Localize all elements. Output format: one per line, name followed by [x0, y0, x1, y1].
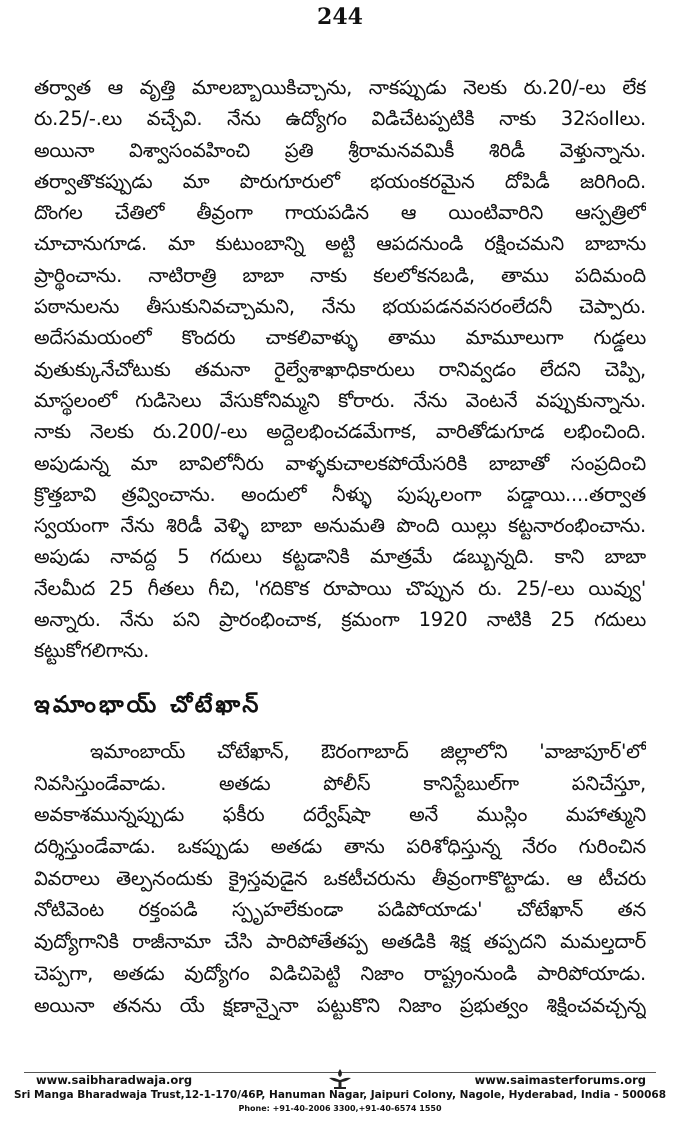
text-line: అవకాశమున్నప్పుడు ఫకీరు దర్వేష్‌షా అనే ముస్లిం మహాత్ముని: [34, 803, 646, 827]
text-line: తర్వాతొకప్పుడు మా పొరుగూరులో భయంకరమైన దోపిడీ జరిగింది.: [34, 169, 646, 193]
text-line: నివసిస్తుండేవాడు. అతడు పోలీస్ కానిస్టేబుల్‌గా పనిచేస్తూ,: [34, 771, 646, 795]
paragraph-2: [34, 736, 646, 1021]
text-line: పఠానులను తీసుకునివచ్చామని, నేను భయపడనవసరంలేదనీ చెప్పారు.: [34, 295, 646, 319]
text-line: వుతుక్కునేచోటుకు తమనా రైల్వేశాఖాధికారులు రానివ్వడం లేదని చెప్పి,: [34, 357, 646, 381]
text-line: అన్నారు. నేను పని ప్రారంభించాక, క్రమంగా 1920 నాటికి 25 గదులు: [34, 608, 646, 632]
text-line: అపుడు నావద్ద 5 గదులు కట్టడానికి మాత్రమే డబ్బున్నది. కాని బాబా: [34, 545, 646, 569]
text-line: తర్వాత ఆ వృత్తి మాలబ్బాయికిచ్చాను, నాకప్పుడు నెలకు రు.20/-లు లేక: [34, 76, 646, 99]
text-line: రు.25/-.లు వచ్చేవి. నేను ఉద్యోగం విడిచేటప్పటికి నాకు 32సంIIలు.: [34, 107, 646, 131]
page-number: 244: [317, 4, 363, 30]
text-line: దొంగల చేతిలో తీవ్రంగా గాయపడిన ఆ యింటివారిని ఆస్పత్రిలో: [34, 201, 646, 225]
paragraph-1: [34, 72, 646, 667]
section-heading: ఇమాంభాయ్ చోటేఖాన్: [34, 692, 262, 718]
text-line: నాకు నెలకు రు.200/-లు అద్దెలభించడమేగాక, వారితోడుగూడ లభించింది.: [34, 420, 646, 444]
footer-website-right[interactable]: www.saimasterforums.org: [474, 1073, 646, 1087]
lamp-emblem-icon: [326, 1068, 354, 1090]
text-line: నేలమీద 25 గీతలు గీచి, 'గదికొక రూపాయి చొప్పున రు. 25/-లు యివ్వు': [34, 576, 646, 600]
text-line: అదేసమయంలో కొందరు చాకలివాళ్ళు తాము మామూలుగా గుడ్డలు: [34, 326, 646, 350]
footer-website-left[interactable]: www.saibharadwaja.org: [36, 1073, 193, 1087]
text-line: అపుడున్న మా బావిలోనీరు వాళ్ళకుచాలకపోయేసరికి బాబాతో సంప్రదించి: [34, 451, 646, 475]
footer-address: Sri Manga Bharadwaja Trust,12-1-170/46P, Hanuman Nagar, Jaipuri Colony, Nagole, Hyderabad, India - 500068: [13, 1089, 667, 1101]
text-line: వుద్యోగానికి రాజీనామా చేసి పారిపోతేతప్ప అతడికి శిక్ష తప్పదని మమల్తదార్: [34, 930, 646, 954]
text-line: చెప్పగా, అతడు వుద్యోగం విడిచిపెట్టి నిజాం రాష్ట్రంనుండి పారిపోయాడు.: [34, 961, 646, 985]
text-line: మాస్థలంలో గుడిసెలు వేసుకోనిమ్మని కోరారు. నేను వెంటనే వప్పుకున్నాను.: [34, 388, 646, 412]
text-line: స్వయంగా నేను శిరిడీ వెళ్ళి బాబా అనుమతి పొంది యిల్లు కట్టనారంభించాను.: [34, 514, 646, 538]
text-line: క్రొత్తబావి త్రవ్వించాను. అందులో నీళ్ళు పుష్కలంగా పడ్డాయి....తర్వాత: [34, 482, 646, 506]
text-line: నోటివెంట రక్తంపడి స్పృహలేకుండా పడిపోయాడు' చోటేఖాన్ తన: [34, 898, 646, 922]
text-line: వివరాలు తెల్పనందుకు క్రైస్తవుడైన ఒకటీచరును తీవ్రంగాకొట్టాడు. ఆ టీచరు: [34, 866, 646, 890]
text-line: ఇమాంబాయ్ చోటేఖాన్, ఔరంగాబాద్ జిల్లాలోని 'వాజాపూర్'లో: [90, 740, 646, 763]
text-line: చూచానుగూడ. మా కుటుంబాన్ని అట్టి ఆపదనుండి రక్షించమని బాబాను: [34, 232, 646, 256]
text-line: అయినా విశ్వాసంవహించి ప్రతి శ్రీరామనవమికీ శిరిడీ వెళ్తున్నాను.: [34, 138, 646, 162]
text-line: దర్శిస్తుండేవాడు. ఒకప్పుడు అతడు తాను పరిశోధిస్తున్న నేరం గురించిన: [34, 835, 646, 859]
footer-phone: Phone: +91-40-2006 3300,+91-40-6574 1550: [238, 1104, 442, 1113]
text-line: కట్టుకోగలిగాను.: [34, 639, 150, 663]
text-line: ప్రార్థించాను. నాటిరాత్రి బాబా నాకు కలలోకనబడి, తాము పదిమంది: [34, 263, 646, 287]
text-line: అయినా తనను యే క్షణాన్నైనా పట్టుకొని నిజాం ప్రభుత్వం శిక్షించవచ్చన్న: [34, 993, 646, 1017]
